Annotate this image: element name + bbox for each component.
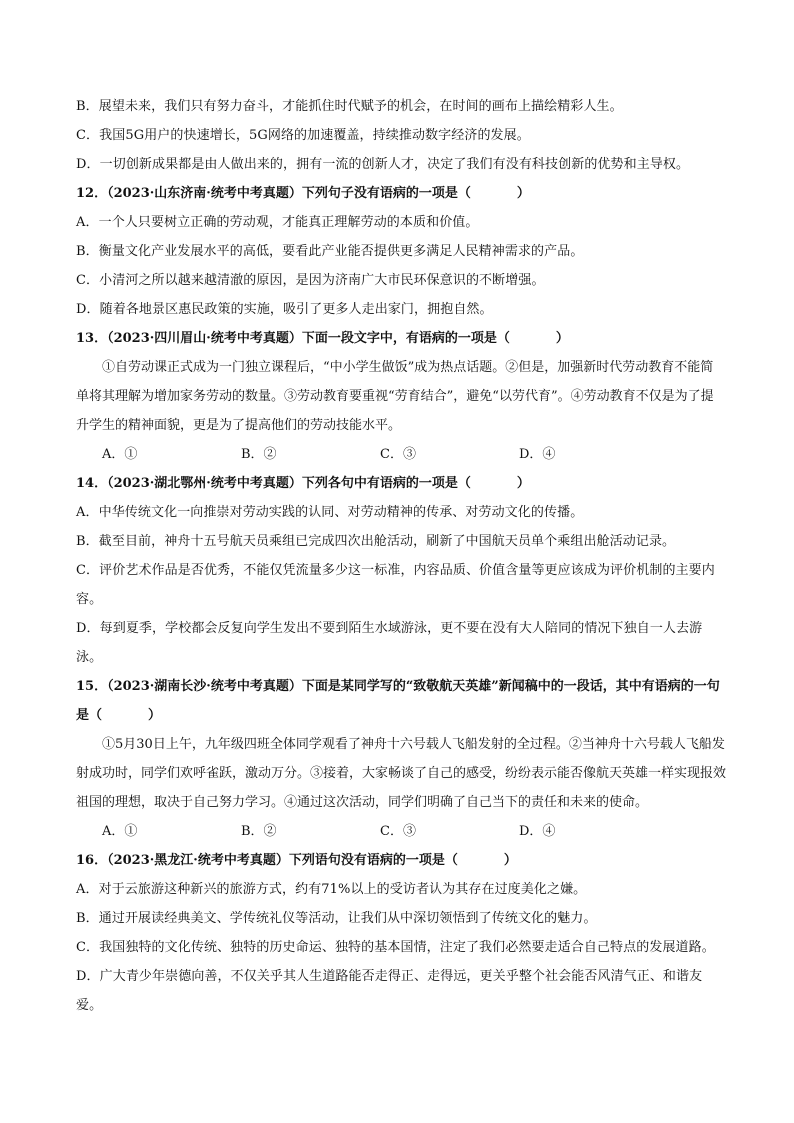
q13-choice-d: D．④: [519, 447, 556, 462]
q15-choices: [76, 817, 726, 846]
q13-heading: [76, 324, 726, 353]
document-page: [76, 92, 726, 1020]
q11-option-c: C．我国5G用户的快速增长，5G网络的加速覆盖，持续推动数字经济的发展。: [76, 128, 530, 143]
q16-option-b: B．通过开展读经典美文、学传统礼仪等活动，让我们从中深切领悟到了传统文化的魅力。: [76, 911, 597, 926]
q12-option-a: A．一个人只要树立正确的劳动观，才能真正理解劳动的本质和价值。: [76, 215, 479, 230]
q14-option-a: A．中华传统文化一向推崇对劳动实践的认同、对劳动精神的传承、对劳动文化的传播。: [76, 505, 584, 520]
q13-choice-c: C．③: [380, 447, 416, 462]
q16-heading-close: ）: [503, 853, 517, 868]
q13-passage: ①自劳动课正式成为一门独立课程后，“中小学生做饭”成为热点话题。②但是，加强新时代劳动教育不能简单将其理解为增加家务劳动的数量。③劳动教育要重视“劳育结合”，避免“以劳代育”。④劳动教育不仅是为了提升学生的精神面貌，更是为了提高他们的劳动技能水平。: [76, 360, 714, 433]
q13-choice-b: B．②: [241, 447, 277, 462]
q15-choice-b: B．②: [241, 824, 277, 839]
q13-choice-a: A．①: [102, 447, 138, 462]
q12-option-d: D．随着各地景区惠民政策的实施，吸引了更多人走出家门，拥抱自然。: [76, 302, 493, 317]
q14-heading-text: 14．（2023·湖北鄂州·统考中考真题）下列各句中有语病的一项是（: [76, 476, 471, 491]
q12-option-b: B．衡量文化产业发展水平的高低，要看此产业能否提供更多满足人民精神需求的产品。: [76, 244, 584, 259]
q15-heading: [76, 672, 726, 730]
q16-option-a: A．对于云旅游这种新兴的旅游方式，约有71%以上的受访者认为其存在过度美化之嫌。: [76, 882, 587, 897]
q12-heading-close: ）: [516, 186, 530, 201]
q16-heading-text: 16．（2023·黑龙江·统考中考真题）下列语句没有语病的一项是（: [76, 853, 458, 868]
q16-heading: [76, 846, 726, 875]
q14-option-b: B．截至目前，神舟十五号航天员乘组已完成四次出舱活动，刷新了中国航天员单个乘组出舱活动记录。: [76, 534, 676, 549]
q14-heading-close: ）: [516, 476, 530, 491]
q13-heading-text: 13．（2023·四川眉山·统考中考真题）下面一段文字中，有语病的一项是（: [76, 331, 510, 346]
q12-option-c: C．小清河之所以越来越清澈的原因，是因为济南广大市民环保意识的不断增强。: [76, 273, 545, 288]
q15-heading-close: ）: [148, 708, 162, 723]
q15-heading-text: 15．（2023·湖南长沙·统考中考真题）下面是某同学写的“致敬航天英雄”新闻稿中的一段话，其中有语病的一句是（: [76, 679, 720, 723]
q14-option-c: C．评价艺术作品是否优秀，不能仅凭流量多少这一标准，内容品质、价值含量等更应该成为评价机制的主要内容。: [76, 563, 715, 607]
q15-choice-a: A．①: [102, 824, 138, 839]
q12-heading-text: 12．（2023·山东济南·统考中考真题）下列句子没有语病的一项是（: [76, 186, 471, 201]
q15-choice-c: C．③: [380, 824, 416, 839]
q13-heading-close: ）: [555, 331, 569, 346]
q13-choices: [76, 440, 726, 469]
q14-heading: [76, 469, 726, 498]
q16-option-d: D．广大青少年崇德向善，不仅关乎其人生道路能否走得正、走得远，更关乎整个社会能否风清气正、和谐友爱。: [76, 969, 703, 1013]
q11-option-d: D．一切创新成果都是由人做出来的，拥有一流的创新人才，决定了我们有没有科技创新的优势和主导权。: [76, 157, 690, 172]
q14-option-d: D．每到夏季，学校都会反复向学生发出不要到陌生水域游泳，更不要在没有大人陪同的情况下独自一人去游泳。: [76, 621, 703, 665]
q15-choice-d: D．④: [519, 824, 556, 839]
q16-option-c: C．我国独特的文化传统、独特的历史命运、独特的基本国情，注定了我们必然要走适合自己特点的发展道路。: [76, 940, 715, 955]
q11-option-b: B．展望未来，我们只有努力奋斗，才能抓住时代赋予的机会，在时间的画布上描绘精彩人生。: [76, 99, 623, 114]
q12-heading: [76, 179, 726, 208]
q15-passage: ①5月30日上午，九年级四班全体同学观看了神舟十六号载人飞船发射的全过程。②当神舟十六号载人飞船发射成功时，同学们欢呼雀跃，激动万分。③接着，大家畅谈了自己的感受，纷纷表示能否像航天英雄一样实现报效祖国的理想，取决于自己努力学习。④通过这次活动，同学们明确了自己当下的责任和未来的使命。: [76, 737, 727, 810]
